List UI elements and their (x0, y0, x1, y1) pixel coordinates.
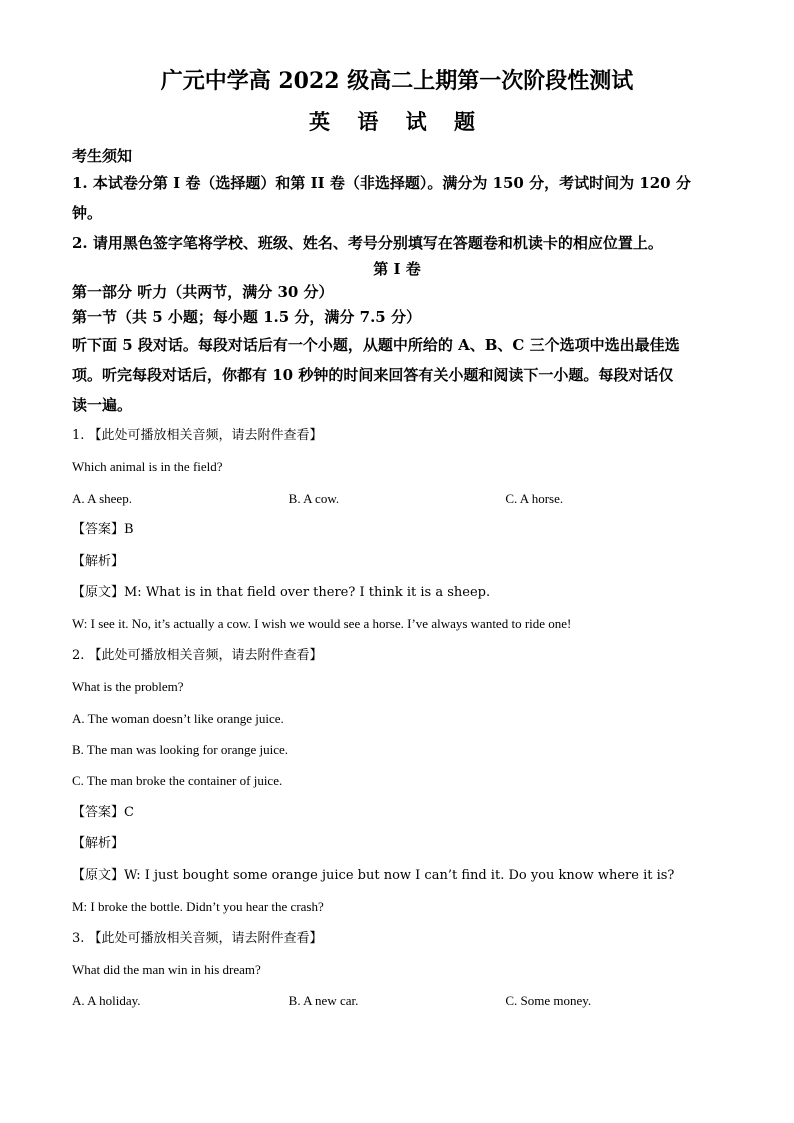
question-1-script-2: W: I see it. No, it’s actually a cow. I wish we would see a horse. I’ve always wanted to ride one! (72, 616, 572, 632)
question-3-option-a: A. A holiday. (72, 993, 141, 1009)
question-1-stem: Which animal is in the field? (72, 459, 223, 475)
question-2-option-a: A. The woman doesn’t like orange juice. (72, 710, 284, 726)
instructions-line-1: 听下面 5 段对话。每段对话后有一个小题，从题中所给的 A、B、C 三个选项中选出最佳选 (72, 336, 680, 354)
question-3-option-c: C. Some money. (505, 993, 592, 1009)
volume-heading: 第 I 卷 (373, 260, 421, 278)
part-one-heading: 第一部分 听力（共两节，满分 30 分） (72, 283, 334, 301)
question-3-stem: What did the man win in his dream? (72, 961, 261, 977)
question-1-analysis: 【解析】 (72, 553, 125, 569)
notice-heading: 考生须知 (72, 147, 133, 165)
instructions-line-2: 项。听完每段对话后，你都有 10 秒钟的时间来回答有关小题和阅读下一小题。每段对话仅 (72, 366, 674, 384)
notice-item-1-line-1: 1. 本试卷分第 I 卷（选择题）和第 II 卷（非选择题）。满分为 150 分，考试时间为 120 分 (72, 174, 691, 192)
question-1-option-a: A. A sheep. (72, 490, 132, 506)
question-2-option-b: B. The man was looking for orange juice. (72, 742, 289, 758)
question-3-option-b: B. A new car. (288, 993, 359, 1009)
question-1-audio-link[interactable]: 1. 【此处可播放相关音频，请去附件查看】 (72, 428, 323, 443)
question-1-answer: 【答案】B (72, 522, 134, 538)
question-2-analysis: 【解析】 (72, 836, 125, 852)
question-3-audio-link[interactable]: 3. 【此处可播放相关音频，请去附件查看】 (72, 930, 323, 946)
question-2-answer: 【答案】C (72, 804, 134, 820)
question-3-options (72, 985, 722, 1016)
question-1-option-b: B. A cow. (288, 490, 340, 506)
question-2-stem: What is the problem? (72, 679, 184, 695)
question-2-audio-link[interactable]: 2. 【此处可播放相关音频，请去附件查看】 (72, 647, 323, 663)
question-2-option-c: C. The man broke the container of juice. (72, 773, 283, 789)
notice-item-2: 2. 请用黑色签字笔将学校、班级、姓名、考号分别填写在答题卷和机读卡的相应位置上。 (72, 234, 663, 252)
exam-page (72, 66, 722, 1017)
question-1-script-1: 【原文】M: What is in that field over there? I think it is a sheep. (72, 585, 491, 601)
instructions-line-3: 读一遍。 (72, 396, 133, 414)
exam-title: 广元中学高 2022 级高二上期第一次阶段性测试 (160, 68, 634, 94)
notice-item-1-line-2: 钟。 (72, 204, 103, 222)
question-1-options (72, 483, 722, 514)
exam-subtitle: 英 语 试 题 (309, 109, 485, 134)
question-2-script-2: M: I broke the bottle. Didn’t you hear the crash? (72, 899, 324, 915)
section-one-heading: 第一节（共 5 小题；每小题 1.5 分，满分 7.5 分） (72, 308, 421, 326)
question-2-script-1: 【原文】W: I just bought some orange juice but now I can’t find it. Do you know where it is? (72, 867, 675, 883)
question-1-option-c: C. A horse. (505, 490, 564, 506)
